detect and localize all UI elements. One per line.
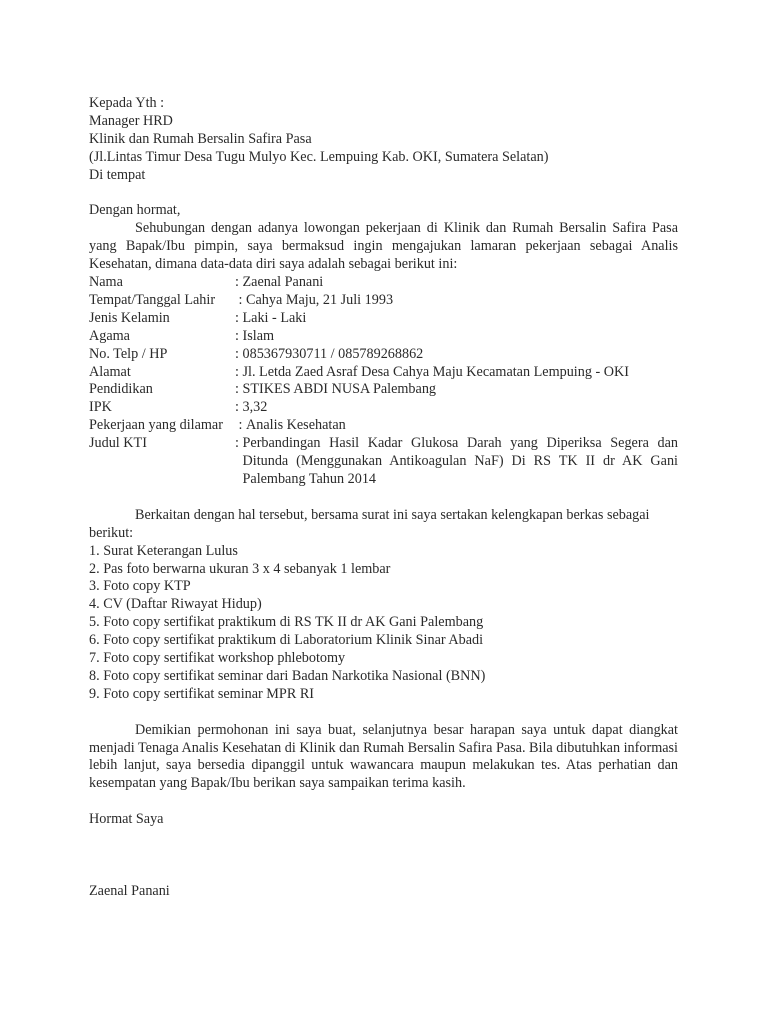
personal-data-row (89, 381, 678, 399)
field-label: IPK (89, 399, 112, 416)
personal-data-row (89, 292, 678, 310)
personal-data-row (89, 328, 678, 346)
field-separator: : (235, 327, 243, 344)
attachment-item: 3. Foto copy KTP (89, 578, 191, 595)
letter-page (89, 95, 678, 901)
closing-paragraph: Demikian permohonan ini saya buat, selanjutnya besar harapan saya untuk dapat diangkat menjadi Tenaga Analis Kesehatan di Klinik dan Rumah Bersalin Safira Pasa. Bila dibutuhkan informasi lebih lanjut, saya bersedia dipanggil untuk wawancara maupun melakukan tes. Atas perhatian dan kesempatan yang Bapak/Ibu berikan saya sampaikan terima kasih. (89, 721, 678, 792)
field-separator: : (235, 363, 243, 380)
field-value: Cahya Maju, 21 Juli 1993 (246, 291, 394, 308)
personal-data-row (89, 310, 678, 328)
field-label: Judul KTI (89, 435, 147, 452)
personal-data-list (89, 274, 678, 489)
intro-paragraph: Sehubungan dengan adanya lowongan pekerjaan di Klinik dan Rumah Bersalin Safira Pasa yang Bapak/Ibu pimpin, saya bermaksud ingin mengajukan lamaran pekerjaan sebagai Analis Kesehatan, dimana data-data diri saya adalah sebagai berikut ini: (89, 220, 678, 273)
field-value: Perbandingan Hasil Kadar Glukosa Darah yang Diperiksa Segera dan Ditunda (Menggunakan Antikoagulan NaF) Di RS TK II dr AK Gani Palembang Tahun 2014 (242, 435, 678, 488)
field-label: No. Telp / HP (89, 345, 168, 362)
field-separator: : (235, 274, 243, 291)
attachment-item: 7. Foto copy sertifikat workshop phlebotomy (89, 650, 346, 667)
attachments-intro-continuation: berikut: (89, 524, 134, 541)
sign-off: Hormat Saya (89, 811, 164, 828)
attachment-item: 8. Foto copy sertifikat seminar dari Badan Narkotika Nasional (BNN) (89, 667, 486, 684)
personal-data-row (89, 435, 678, 489)
field-label: Agama (89, 327, 130, 344)
spacer (89, 704, 678, 722)
field-separator: : (235, 291, 247, 308)
field-value: Islam (242, 327, 275, 344)
field-value: STIKES ABDI NUSA Palembang (242, 381, 437, 398)
field-label: Alamat (89, 363, 131, 380)
field-separator: : (235, 435, 243, 452)
field-separator: : (235, 399, 243, 416)
recipient-institution: Klinik dan Rumah Bersalin Safira Pasa (89, 130, 312, 147)
field-value: 3,32 (242, 399, 268, 416)
field-label: Tempat/Tanggal Lahir (89, 291, 216, 308)
attachments-intro: Berkaitan dengan hal tersebut, bersama surat ini saya sertakan kelengkapan berkas sebagai (135, 506, 650, 523)
field-value: Zaenal Panani (242, 274, 324, 291)
field-label: Pekerjaan yang dilamar (89, 417, 223, 434)
attachments-list (89, 543, 678, 704)
personal-data-row (89, 364, 678, 382)
signature-space (89, 829, 678, 883)
personal-data-row (89, 417, 678, 435)
field-separator: : (235, 345, 243, 362)
signer-name: Zaenal Panani (89, 882, 170, 899)
spacer (89, 793, 678, 811)
field-separator: : (235, 381, 243, 398)
spacer (89, 185, 678, 203)
personal-data-row (89, 274, 678, 292)
field-label: Nama (89, 274, 123, 291)
field-label: Pendidikan (89, 381, 153, 398)
personal-data-row (89, 346, 678, 364)
field-label: Jenis Kelamin (89, 309, 170, 326)
field-separator: : (235, 417, 247, 434)
field-value: Jl. Letda Zaed Asraf Desa Cahya Maju Kecamatan Lempuing - OKI (242, 363, 629, 380)
attachment-item: 5. Foto copy sertifikat praktikum di RS TK II dr AK Gani Palembang (89, 614, 484, 631)
recipient-address: (Jl.Lintas Timur Desa Tugu Mulyo Kec. Lempuing Kab. OKI, Sumatera Selatan) (89, 148, 549, 165)
attachment-item: 6. Foto copy sertifikat praktikum di Laboratorium Klinik Sinar Abadi (89, 632, 484, 649)
personal-data-row (89, 399, 678, 417)
attachment-item: 2. Pas foto berwarna ukuran 3 x 4 sebanyak 1 lembar (89, 560, 391, 577)
attachment-item: 4. CV (Daftar Riwayat Hidup) (89, 596, 262, 613)
field-value: Analis Kesehatan (246, 417, 346, 434)
greeting: Dengan hormat, (89, 202, 181, 219)
field-value: 085367930711 / 085789268862 (242, 345, 424, 362)
recipient-salutation: Kepada Yth : (89, 95, 165, 111)
attachment-item: 9. Foto copy sertifikat seminar MPR RI (89, 685, 315, 702)
spacer (89, 489, 678, 507)
recipient-place: Di tempat (89, 166, 146, 183)
field-separator: : (235, 309, 243, 326)
recipient-block (89, 95, 678, 185)
attachment-item: 1. Surat Keterangan Lulus (89, 542, 238, 559)
field-value: Laki - Laki (242, 309, 307, 326)
recipient-position: Manager HRD (89, 112, 173, 129)
